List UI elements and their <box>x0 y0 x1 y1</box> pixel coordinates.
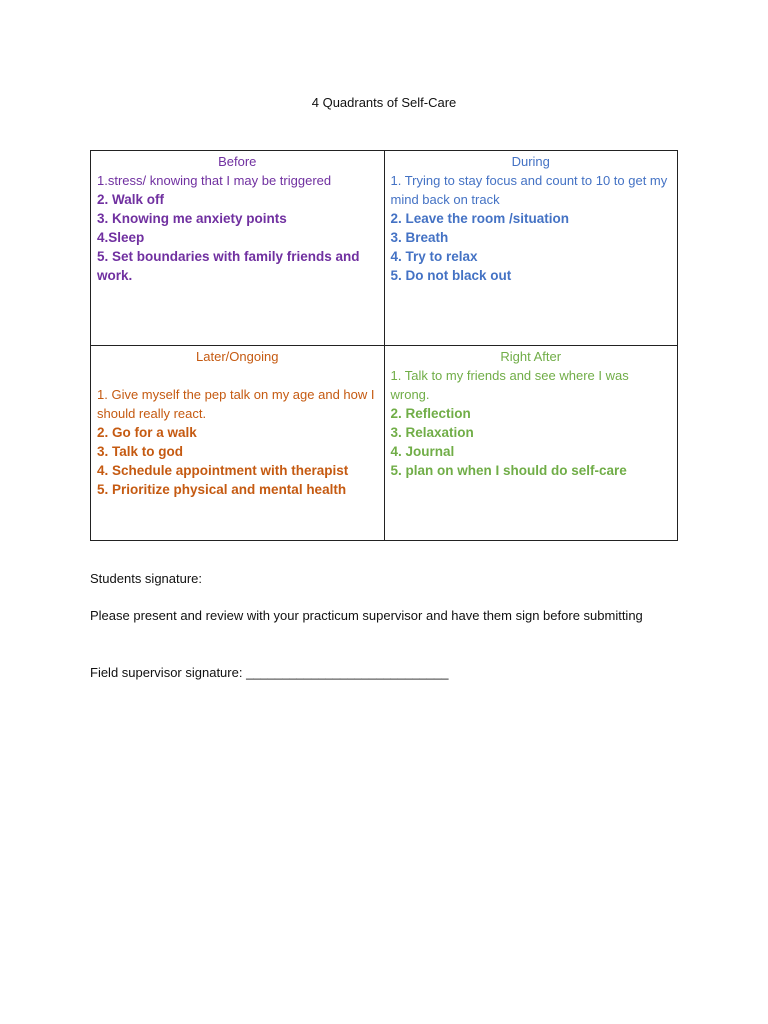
list-item: 5. Set boundaries with family friends and work. <box>97 249 360 283</box>
list-item: 1. Give myself the pep talk on my age and how I should really react. <box>97 387 375 421</box>
quadrant-during-list <box>391 171 672 285</box>
quadrant-during <box>384 151 678 346</box>
quadrant-before-heading: Before <box>218 154 257 169</box>
list-item: 1.stress/ knowing that I may be triggered <box>97 173 332 188</box>
list-item: 3. Knowing me anxiety points <box>97 211 287 226</box>
list-item: 5. plan on when I should do self-care <box>390 463 627 478</box>
list-item: 5. Do not black out <box>390 268 512 283</box>
quadrants-table <box>90 150 678 541</box>
list-item: 3. Relaxation <box>390 425 474 440</box>
quadrant-after-list <box>391 366 672 480</box>
quadrant-after-heading: Right After <box>500 349 562 364</box>
list-item: 4.Sleep <box>97 230 145 245</box>
list-item: 4. Try to relax <box>390 249 478 264</box>
document-title: 4 Quadrants of Self-Care <box>311 95 457 110</box>
table-row <box>91 346 678 541</box>
spacer <box>97 366 378 385</box>
list-item: 3. Breath <box>390 230 449 245</box>
field-supervisor-signature-line: Field supervisor signature: ____________________________ <box>90 665 449 680</box>
table-row <box>91 151 678 346</box>
instructions-text: Please present and review with your practicum supervisor and have them sign before submitting <box>90 608 643 623</box>
list-item: 4. Journal <box>390 444 455 459</box>
quadrant-right-after <box>384 346 678 541</box>
list-item: 1. Trying to stay focus and count to 10 to get my mind back on track <box>390 173 668 207</box>
quadrant-during-heading: During <box>511 154 550 169</box>
list-item: 2. Walk off <box>97 192 165 207</box>
quadrant-before-list <box>97 171 378 285</box>
list-item: 5. Prioritize physical and mental health <box>97 482 347 497</box>
list-item: 4. Schedule appointment with therapist <box>97 463 349 478</box>
list-item: 3. Talk to god <box>97 444 184 459</box>
students-signature-label: Students signature: <box>90 571 203 586</box>
list-item: 2. Go for a walk <box>97 425 197 440</box>
quadrant-later-heading: Later/Ongoing <box>196 349 279 364</box>
quadrant-later-list <box>97 385 378 499</box>
list-item: 2. Reflection <box>390 406 471 421</box>
quadrant-before <box>91 151 385 346</box>
list-item: 2. Leave the room /situation <box>390 211 570 226</box>
quadrant-later-ongoing <box>91 346 385 541</box>
list-item: 1. Talk to my friends and see where I was wrong. <box>390 368 629 402</box>
